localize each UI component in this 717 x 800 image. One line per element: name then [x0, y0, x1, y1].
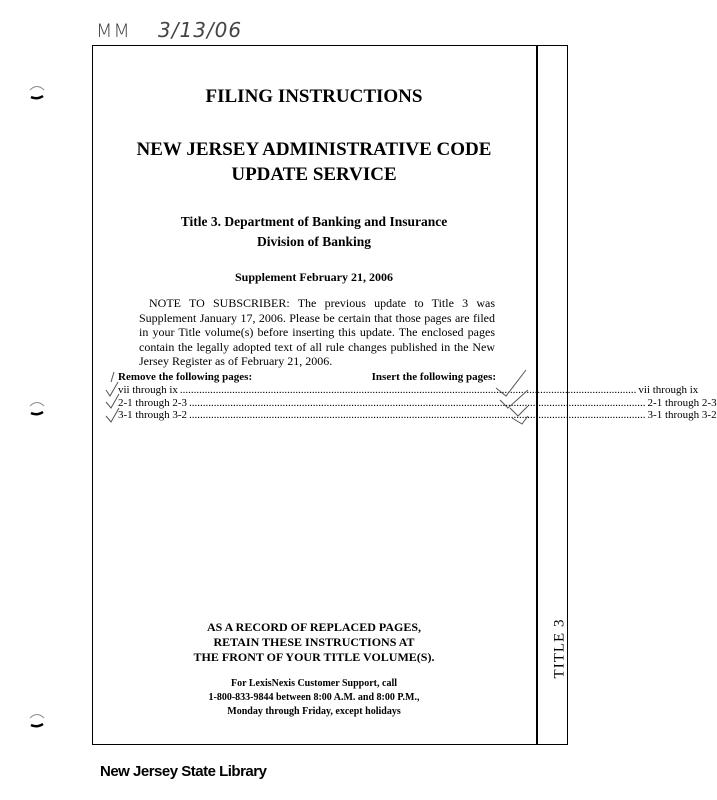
subtitle-line-2: Division of Banking [256, 234, 372, 249]
record-line-3: THE FRONT OF YOUR TITLE VOLUME(S). [193, 650, 435, 664]
subtitle-line-1: Title 3. Department of Banking and Insurance [180, 214, 448, 229]
check-marks-left [104, 370, 126, 428]
page-title: FILING INSTRUCTIONS [205, 86, 423, 107]
library-stamp: New Jersey State Library [100, 763, 267, 780]
handwritten-initials: MM [96, 20, 131, 42]
record-line-1: AS A RECORD OF REPLACED PAGES, [206, 620, 422, 634]
support-line-3: Monday through Friday, except holidays [227, 706, 401, 717]
spine-label: TITLE 3 [551, 618, 568, 679]
support-line-2: 1-800-833-9844 between 8:00 A.M. and 8:00 P.M., [208, 692, 420, 703]
binder-hole-middle [28, 400, 46, 416]
supplement-date: Supplement February 21, 2006 [234, 270, 393, 284]
heading-line-2: UPDATE SERVICE [231, 164, 397, 185]
insert-header: Insert the following pages: [371, 371, 496, 383]
support-line-1: For LexisNexis Customer Support, call [230, 678, 397, 689]
remove-pages: 2-1 through 2-3 [118, 396, 188, 409]
table-row: 2-1 through 2-3 ...................................................................................................................................................................... 2-1 through 2-3 [118, 396, 717, 409]
replacement-table [118, 371, 717, 422]
table-row: vii through ix ...................................................................................................................................................................... vii through ix [118, 384, 699, 396]
insert-pages: 3-1 through 3-2 [647, 409, 717, 421]
handwritten-date: 3/13/06 [158, 18, 243, 42]
check-marks-right [492, 366, 532, 428]
insert-pages: vii through ix [638, 384, 699, 396]
remove-pages: vii through ix [118, 384, 178, 396]
record-line-2: RETAIN THESE INSTRUCTIONS AT [213, 635, 415, 649]
remove-pages: 3-1 through 3-2 [118, 409, 188, 421]
remove-header: Remove the following pages: [118, 371, 253, 383]
insert-pages: 2-1 through 2-3 [647, 396, 717, 409]
table-header [118, 371, 496, 384]
binder-hole-bottom [28, 712, 46, 728]
binder-hole-top [28, 84, 46, 100]
table-row: 3-1 through 3-2 ...................................................................................................................................................................... 3-1 through 3-2 [118, 409, 717, 421]
heading-line-1: NEW JERSEY ADMINISTRATIVE CODE [136, 139, 492, 160]
note-to-subscriber: NOTE TO SUBSCRIBER: The previous update to Title 3 was Supplement January 17, 2006. Please be certain that those pages are filed in your Title volume(s) before inserting this update. The enclosed pages contain the legally adopted text of all rule changes published in the New Jersey Register as of February 21, 2006. [139, 296, 495, 368]
